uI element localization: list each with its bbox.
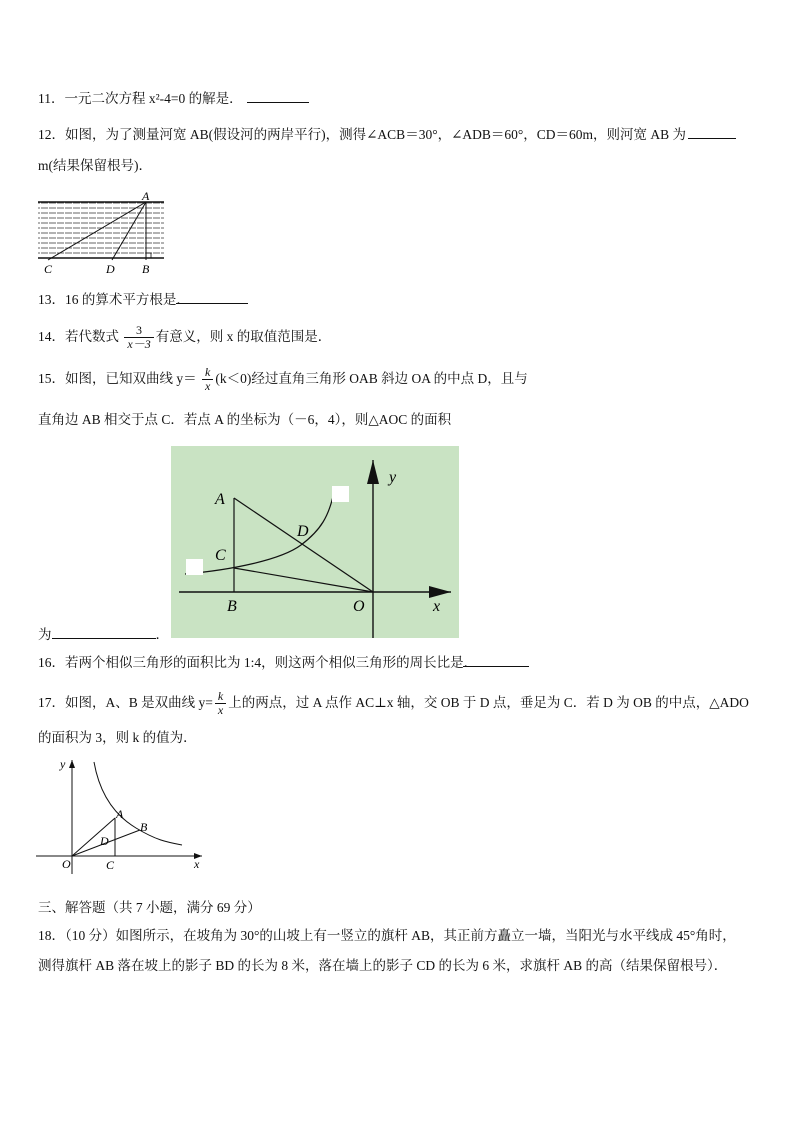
figure-background (171, 446, 459, 638)
redaction-box (186, 559, 203, 575)
question-text: 18．（10 分）如图所示，在坡角为 30°的山坡上有一竖立的旗杆 AB，其正前方矗立一墙，当阳光与水平线成 45°角时， (38, 928, 736, 943)
question-text: 为 (38, 627, 52, 642)
label-y: y (389, 469, 397, 486)
question-text: 测得旗杆 AB 落在坡上的影子 BD 的长为 8 米，落在墙上的影子 CD 的长为 6 米，求旗杆 AB 的高（结果保留根号）． (38, 958, 728, 973)
label-d: D (100, 834, 109, 848)
label-y: y (60, 757, 66, 771)
label-d: D (297, 523, 309, 540)
question-text: 的面积为 3，则 k 的值为． (38, 730, 197, 745)
question-text: 一元二次方程 x²-4=0 的解是． (64, 91, 243, 106)
question-number: 16． (38, 655, 65, 670)
label-a: A (215, 491, 225, 508)
question-15-line2 (38, 410, 451, 430)
redaction-box (332, 486, 349, 502)
question-12 (38, 124, 736, 145)
label-a: A (116, 807, 124, 821)
question-14 (38, 322, 331, 352)
question-15 (38, 364, 528, 394)
question-17-line2 (38, 728, 197, 748)
question-text: (k＜0)经过直角三角形 OAB 斜边 OA 的中点 D，且与 (215, 371, 528, 386)
fraction-denominator: x (202, 379, 213, 393)
fraction-numerator: k (217, 689, 224, 704)
question-15-line3: 为 ． (38, 624, 169, 645)
answer-blank (52, 624, 156, 639)
question-text: m(结果保留根号)． (38, 158, 152, 173)
question-text: 有意义，则 x 的取值范围是． (155, 329, 332, 344)
fraction-numerator: 3 (136, 323, 143, 338)
question-text: 上的两点，过 A 点作 AC⊥x 轴，交 OB 于 D 点，垂足为 C．若 D 为 OB 的中点，△ADO (228, 695, 749, 710)
question-17 (38, 688, 749, 718)
label-o: O (353, 598, 365, 615)
question-18 (38, 926, 736, 946)
question-text: 如图，为了测量河宽 AB(假设河的两岸平行)，测得∠ACB＝30°，∠ADB＝60°，CD＝60m，则河宽 AB 为 (65, 127, 687, 142)
question-16 (38, 652, 543, 673)
label-c: C (106, 858, 115, 872)
label-x: x (433, 598, 441, 615)
label-b: B (142, 262, 150, 276)
fraction-denominator: x (215, 703, 226, 717)
fraction (202, 366, 213, 393)
fraction (124, 324, 153, 351)
question-number: 14． (38, 329, 65, 344)
question-18-line2 (38, 956, 727, 976)
question-text: 若两个相似三角形的面积比为 1:4，则这两个相似三角形的周长比是． (65, 655, 478, 670)
fraction (215, 690, 226, 717)
question-number: 13． (38, 292, 65, 307)
river-figure (36, 190, 168, 276)
question-12-line2 (38, 156, 152, 176)
question-text: 如图，A、B 是双曲线 y= (65, 695, 213, 710)
question-text: 如图，已知双曲线 y＝ (65, 371, 197, 386)
answer-blank (176, 289, 248, 304)
label-o: O (62, 857, 71, 871)
label-c: C (215, 547, 226, 564)
answer-blank (463, 652, 529, 667)
question-number: 17． (38, 695, 65, 710)
label-b: B (227, 598, 237, 615)
hyperbola-figure (36, 756, 206, 874)
label-b: B (140, 820, 148, 834)
label-a: A (142, 190, 150, 203)
question-11 (38, 88, 309, 109)
label-d: D (106, 262, 115, 276)
label-x: x (194, 857, 200, 871)
hyperbola-triangle-figure (171, 446, 459, 638)
answer-blank (688, 124, 736, 139)
question-number: 12． (38, 127, 65, 142)
section-heading: 三、解答题（共 7 小题，满分 69 分） (38, 900, 261, 915)
answer-blank (247, 88, 309, 103)
fraction-numerator: k (205, 365, 211, 380)
question-text: 直角边 AB 相交于点 C．若点 A 的坐标为（－6，4），则△AOC 的面积 (38, 412, 452, 427)
question-13 (38, 289, 262, 310)
label-c: C (44, 262, 53, 276)
question-text: 若代数式 (65, 329, 119, 344)
fraction-denominator: x－3 (124, 337, 153, 351)
question-number: 11． (38, 91, 65, 106)
question-number: 15． (38, 371, 65, 386)
question-text: 16 的算术平方根是． (65, 292, 190, 307)
